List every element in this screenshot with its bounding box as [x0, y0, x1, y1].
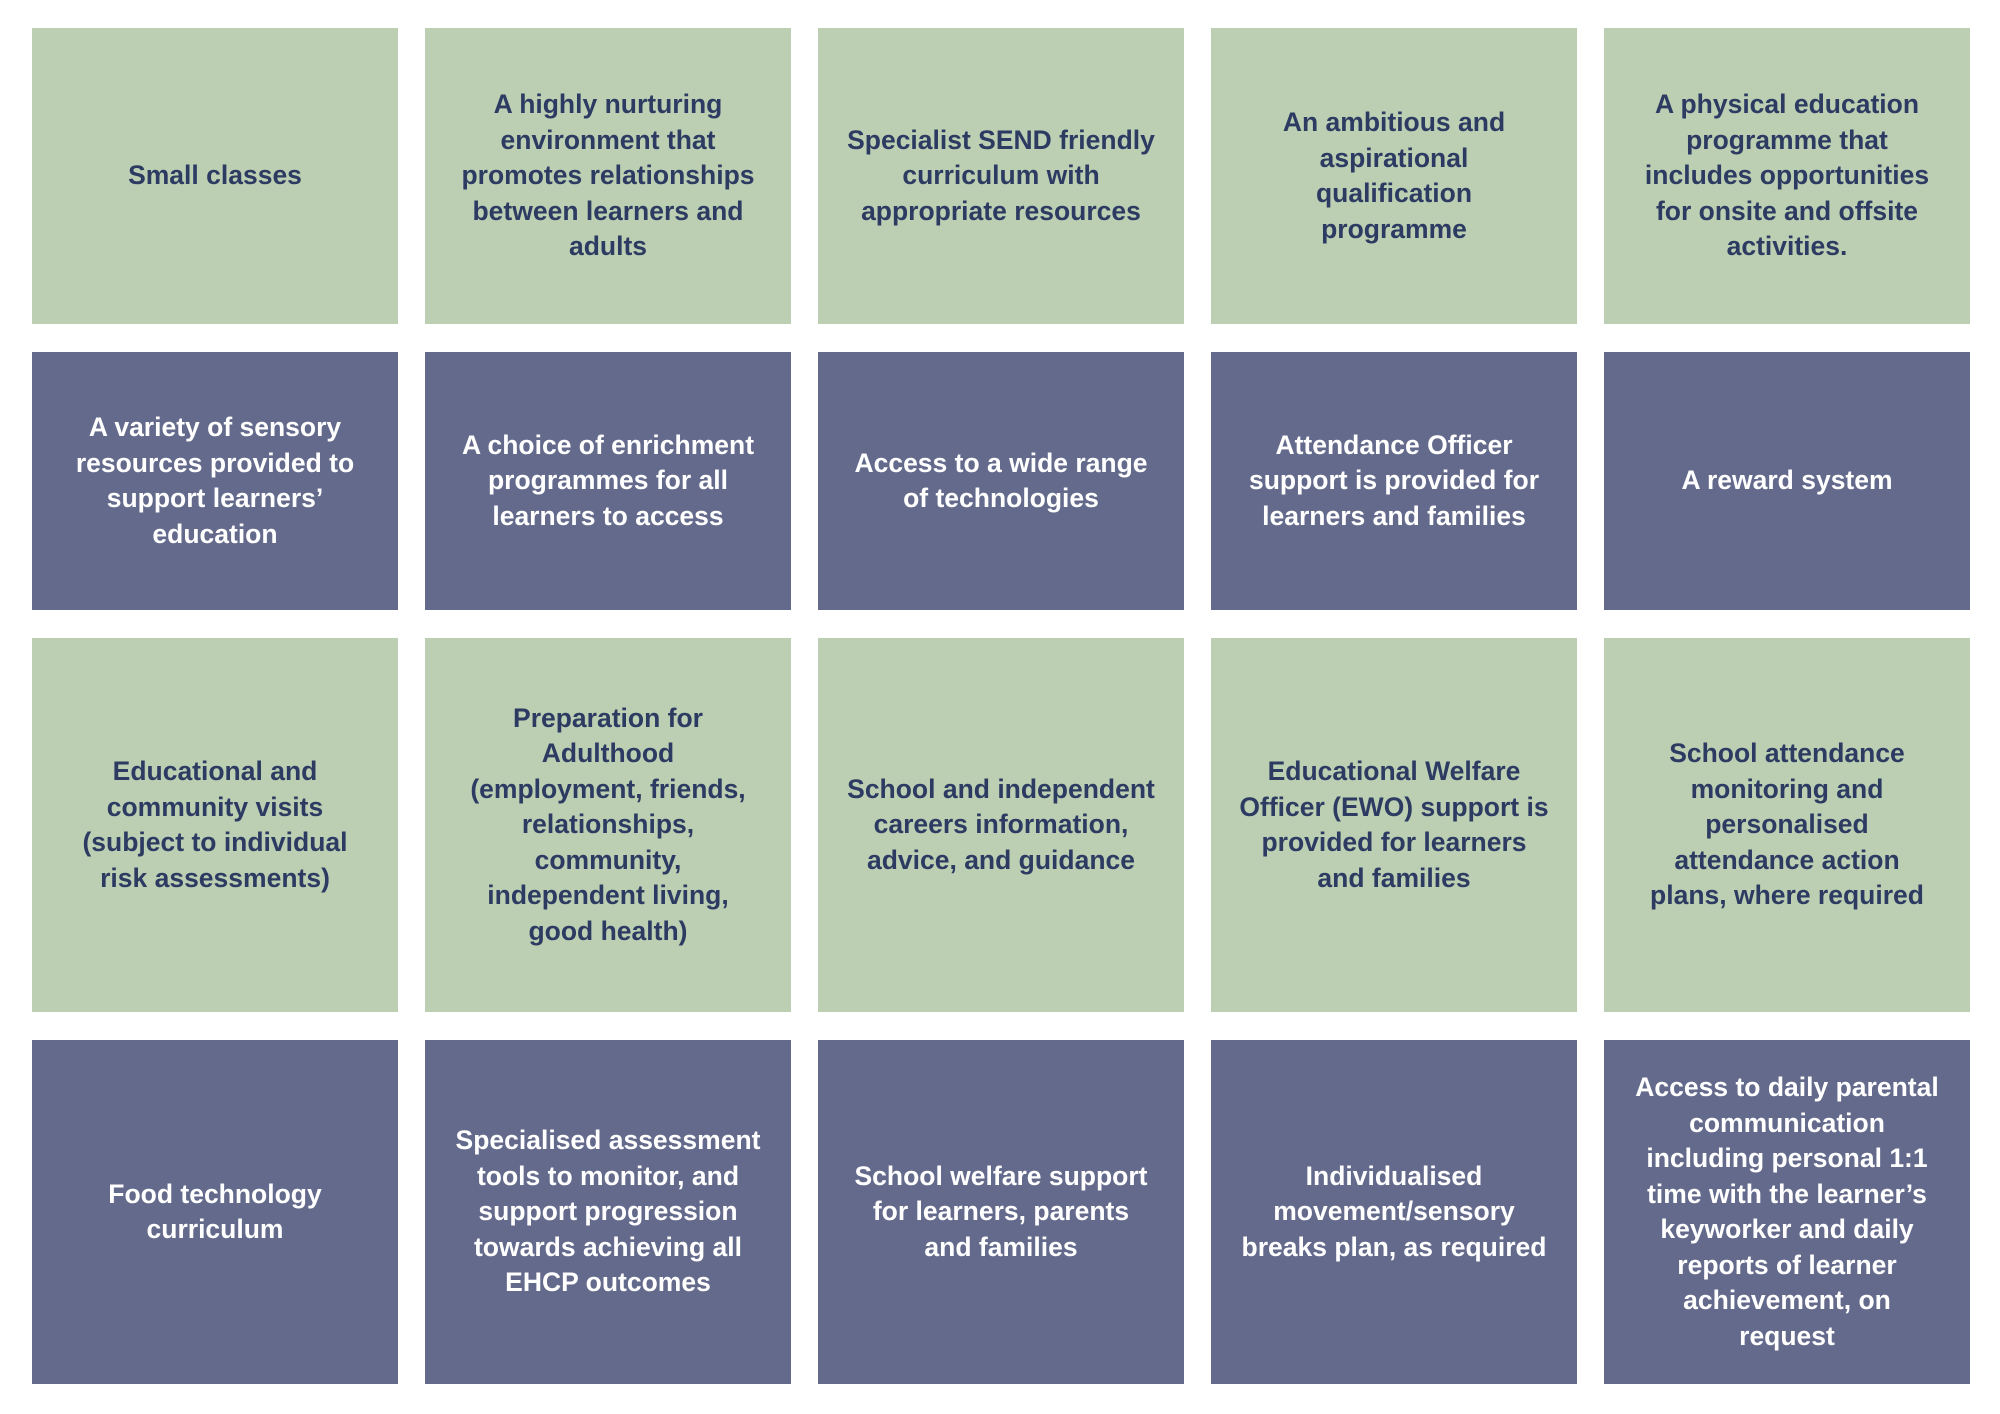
- tile-attendance-monitoring: [1604, 638, 1970, 1012]
- tile-sensory-resources: [32, 352, 398, 610]
- tile-text: Food technology curriculum: [108, 1178, 322, 1244]
- tile-food-technology: [32, 1040, 398, 1384]
- tile-text: Attendance Officer support is provided for learners and families: [1248, 429, 1540, 531]
- tile-text: Specialised assessment tools to monitor, and support progression towards achieving all EHCP outcomes: [455, 1125, 761, 1298]
- tile-text: Educational and community visits (subject to individual risk assessments): [82, 756, 348, 893]
- tile-parental-communication: [1604, 1040, 1970, 1384]
- tile-text: Educational Welfare Officer (EWO) support is provided for learners and families: [1239, 756, 1549, 893]
- tile-text: School welfare support for learners, parents and families: [854, 1160, 1148, 1262]
- tile-nurturing-environment: [425, 28, 791, 324]
- tile-text: Access to daily parental communication including personal 1:1 time with the learner’s keyworker and daily reports of learner achievement, on request: [1635, 1072, 1939, 1351]
- tile-enrichment-programmes: [425, 352, 791, 610]
- tile-text: A highly nurturing environment that promotes relationships between learners and adults: [461, 89, 755, 262]
- tile-physical-education: [1604, 28, 1970, 324]
- tile-preparation-for-adulthood: [425, 638, 791, 1012]
- tile-text: Small classes: [128, 160, 302, 191]
- tile-text: Individualised movement/sensory breaks plan, as required: [1241, 1160, 1547, 1262]
- tile-technologies: [818, 352, 1184, 610]
- tile-text: A physical education programme that includes opportunities for onsite and offsite activities.: [1644, 89, 1930, 262]
- tile-text: A choice of enrichment programmes for all learners to access: [461, 429, 755, 531]
- tile-ewo-support: [1211, 638, 1577, 1012]
- tile-text: School and independent careers information, advice, and guidance: [847, 773, 1155, 875]
- tile-text: School attendance monitoring and personalised attendance action plans, where required: [1650, 738, 1924, 911]
- tile-text: Specialist SEND friendly curriculum with appropriate resources: [847, 124, 1155, 226]
- tile-careers-guidance: [818, 638, 1184, 1012]
- tile-qualification-programme: [1211, 28, 1577, 324]
- tile-text: An ambitious and aspirational qualification programme: [1282, 107, 1506, 244]
- tile-text: A reward system: [1681, 465, 1893, 496]
- tile-reward-system: [1604, 352, 1970, 610]
- provision-grid: [32, 28, 1972, 1384]
- tile-send-curriculum: [818, 28, 1184, 324]
- tile-welfare-support: [818, 1040, 1184, 1384]
- tile-text: A variety of sensory resources provided to support learners’ education: [75, 412, 355, 549]
- tile-attendance-officer: [1211, 352, 1577, 610]
- tile-assessment-tools: [425, 1040, 791, 1384]
- tile-sensory-breaks: [1211, 1040, 1577, 1384]
- tile-community-visits: [32, 638, 398, 1012]
- tile-text: Access to a wide range of technologies: [854, 447, 1148, 513]
- tile-small-classes: [32, 28, 398, 324]
- tile-text: Preparation for Adulthood (employment, friends, relationships, community, independent living, good health): [470, 702, 746, 946]
